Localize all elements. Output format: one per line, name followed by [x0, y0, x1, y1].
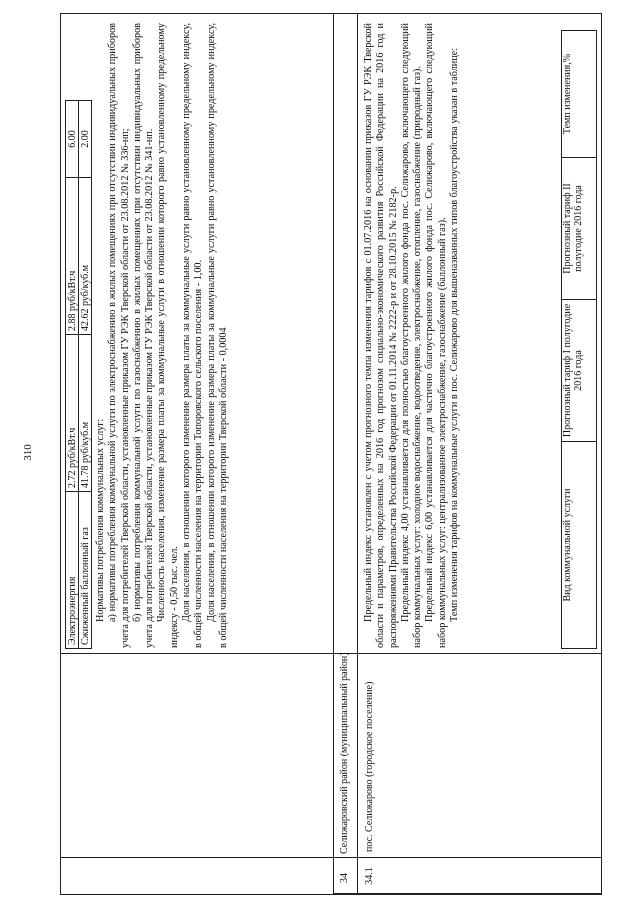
paragraph: Нормативы потребления коммунальных услуг:	[95, 418, 106, 622]
tariff-value-1: 2.72 руб/кВт.ч	[66, 335, 79, 492]
column-header: Вид коммунальной услуги	[562, 442, 597, 649]
tariff-value-2: 2.88 руб/кВт.ч	[66, 178, 79, 335]
tariff-value-1: 41.78 руб/куб.м	[79, 335, 92, 492]
norms-text	[95, 23, 230, 648]
paragraph: Темп изменения тарифов на коммунальные услуги в пос. Селижарово для вышеназванных типов благоустройства указан в таблице:	[449, 47, 461, 622]
column-header: Прогнозный тариф I полугодие 2016 года	[562, 300, 597, 442]
section-title: Селижаровский район (муниципальный район)	[339, 652, 350, 854]
service-name: Сжиженный баллонный газ	[79, 492, 92, 649]
table-row	[66, 101, 79, 649]
column-header: Темп изменения,%	[562, 31, 597, 158]
paragraph: Численность населения, изменение размера платы за коммунальные услуги в отношении которого равно установленному предельному индексу - 0,50 тыс. чел.	[156, 23, 180, 648]
tariff-value-2: 42.62 руб/куб.м	[79, 178, 92, 335]
paragraph: а) нормативы потребления коммунальной услуги по электроснабжению в жилых помещениях при отсутствии индивидуальных приборов учета для потребителей Тверской области, установленные приказом ГУ РЭК Тверской области от 23.08.2012 № 336-нп;	[107, 23, 131, 648]
subsection-name: пос. Селижарово (городское поселение)	[364, 681, 375, 852]
paragraph: Предельный индекс 6,00 устанавливается для частично благоустроенного жилого фонда пос. Селижарово, включающего следующий набор коммунальных услуг: централизованное электроснабжение, газоснабжение (баллонный газ).	[424, 23, 448, 648]
paragraph: Предельный индекс установлен с учетом прогнозного темпа изменения тарифов с 01.07.2016 на основании приказов ГУ РЭК Тверской области и параметров, определенных на 2016 год прогнозом социально-экономического развития Российской Федерации на 2016 год и распоряжениями Правительства Российской Федерации от 01.11.2014 № 2222-р и от 28.10.2015 № 2182-р.	[363, 23, 399, 648]
row-divider	[357, 14, 358, 894]
section-number: 34	[339, 873, 350, 883]
page-number: 310	[22, 444, 34, 461]
table-header-row	[562, 31, 597, 649]
section-341-text	[363, 23, 461, 648]
tariff-table	[65, 100, 92, 649]
main-table	[60, 13, 602, 895]
subsection-number: 34.1	[364, 867, 375, 885]
service-name: Электроэнергия	[66, 492, 79, 649]
paragraph: Доля населения, в отношении которого изменение размера платы за коммунальные услуги равно установленному предельному индексу, в общей численности населения на территории Топоровского сельского поселения - 1,00.	[181, 23, 205, 648]
tariff-change: 2.00	[79, 101, 92, 178]
paragraph: б) нормативы потребления коммунальной услуги по газоснабжению в жилых помещениях при отсутствии индивидуальных приборов учета для потребителей Тверской области, установленные приказом ГУ РЭК Тверской области от 23.08.2012 № 341-нп.	[131, 23, 156, 648]
column-header: Прогнозный тариф II полугодие 2016 года	[562, 158, 597, 300]
table-row	[79, 101, 92, 649]
tariff-forecast-table	[561, 30, 597, 649]
column-divider	[61, 857, 601, 858]
paragraph: Предельный индекс 4,00 устанавливается для полностью благоустроенного жилого фонда пос. Селижарово, включающего следующий набор коммунальных услуг: холодное водоснабжение, водоотведение, электроснабжение, отопление, газоснабжение (природный газ).	[399, 23, 424, 648]
paragraph: Доля населения, в отношении которого изменение размера платы за коммунальные услуги равно установленному предельному индексу, в общей численности населения на территории Тверской области - 0,0004	[205, 23, 229, 648]
tariff-change: 6.00	[66, 101, 79, 178]
column-divider	[61, 653, 601, 654]
row-divider	[333, 14, 334, 894]
